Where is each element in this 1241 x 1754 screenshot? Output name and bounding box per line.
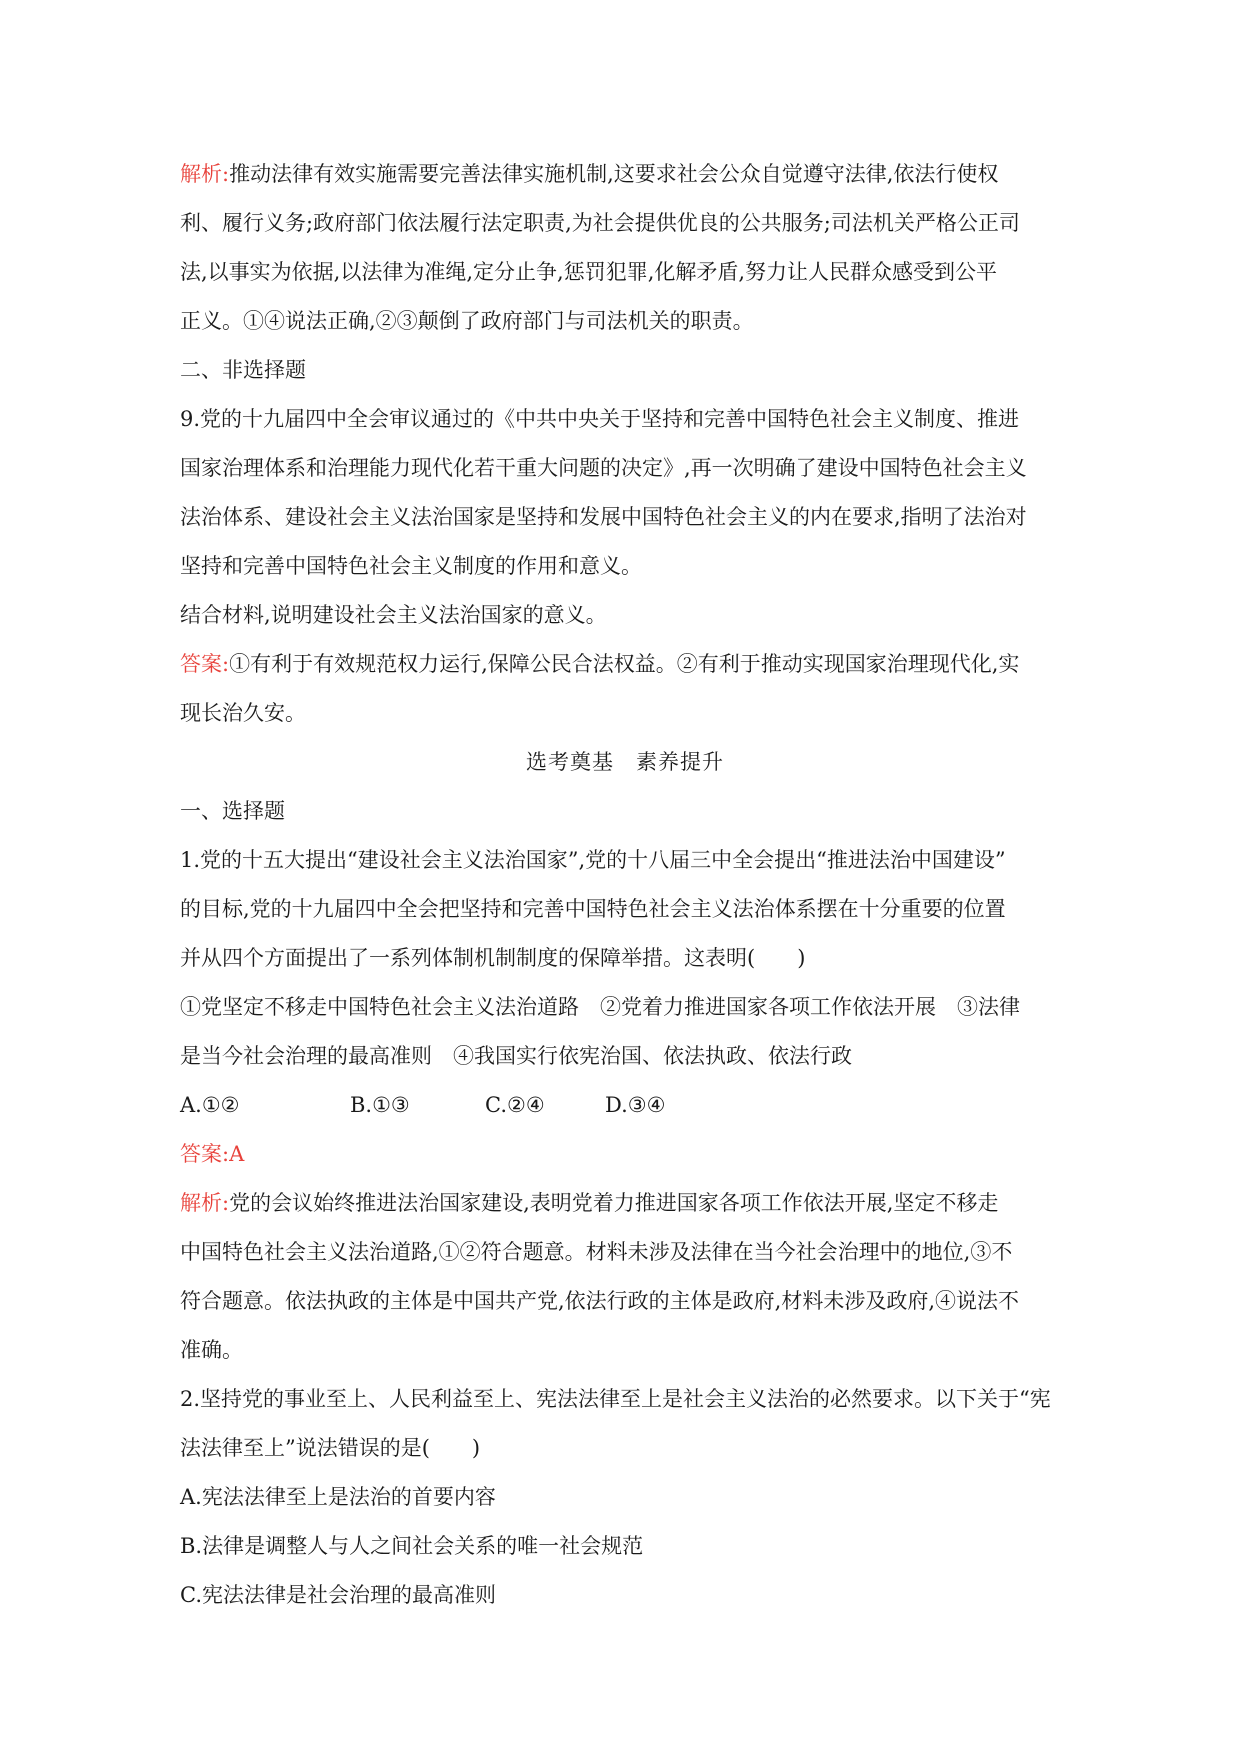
q1-answer xyxy=(180,1130,1070,1179)
answer-value: A xyxy=(229,1142,245,1166)
q9-prompt: 结合材料,说明建设社会主义法治国家的意义。 xyxy=(180,603,607,627)
q2-option-b: B.法律是调整人与人之间社会关系的唯一社会规范 xyxy=(180,1534,644,1558)
heading-non-choice: 二、非选择题 xyxy=(180,358,306,382)
option-b: B.①③ xyxy=(350,1093,410,1117)
answer-label: 答案: xyxy=(180,652,230,676)
q1-line: 1.党的十五大提出“建设社会主义法治国家”,党的十八届三中全会提出“推进法治中国建设” xyxy=(180,848,1006,872)
document-page xyxy=(180,150,1070,1620)
analysis-line: 利、履行义务;政府部门依法履行法定职责,为社会提供优良的公共服务;司法机关严格公正司 xyxy=(180,211,1020,235)
analysis-line: 党的会议始终推进法治国家建设,表明党着力推进国家各项工作依法开展,坚定不移走 xyxy=(229,1191,999,1215)
analysis-line: 符合题意。依法执政的主体是中国共产党,依法行政的主体是政府,材料未涉及政府,④说法不 xyxy=(180,1289,1020,1313)
q1-analysis xyxy=(180,1179,1070,1228)
analysis-line: 中国特色社会主义法治道路,①②符合题意。材料未涉及法律在当今社会治理中的地位,③不 xyxy=(180,1240,1013,1264)
analysis-label: 解析: xyxy=(180,162,230,186)
section-title: 选考奠基 素养提升 xyxy=(526,750,724,774)
answer-label: 答案: xyxy=(180,1142,230,1166)
q1-line: 并从四个方面提出了一系列体制机制制度的保障举措。这表明( ) xyxy=(180,946,806,970)
analysis-paragraph xyxy=(180,150,1070,199)
q9-line: 坚持和完善中国特色社会主义制度的作用和意义。 xyxy=(180,554,642,578)
answer-line: ①有利于有效规范权力运行,保障公民合法权益。②有利于推动实现国家治理现代化,实 xyxy=(229,652,1020,676)
analysis-label: 解析: xyxy=(180,1191,230,1215)
q2-line: 法法律至上”说法错误的是( ) xyxy=(180,1436,481,1460)
analysis-line: 推动法律有效实施需要完善法律实施机制,这要求社会公众自觉遵守法律,依法行使权 xyxy=(229,162,999,186)
q2-line: 2.坚持党的事业至上、人民利益至上、宪法法律至上是社会主义法治的必然要求。以下关于“宪 xyxy=(180,1387,1051,1411)
option-a: A.①② xyxy=(180,1093,240,1117)
q9-line: 国家治理体系和治理能力现代化若干重大问题的决定》,再一次明确了建设中国特色社会主义 xyxy=(180,456,1027,480)
q2-option-c: C.宪法法律是社会治理的最高准则 xyxy=(180,1583,496,1607)
q2-option-a: A.宪法法律至上是法治的首要内容 xyxy=(180,1485,496,1509)
q1-statement: 是当今社会治理的最高准则 ④我国实行依宪治国、依法执政、依法行政 xyxy=(180,1044,852,1068)
answer-line: 现长治久安。 xyxy=(180,701,306,725)
q1-statement: ①党坚定不移走中国特色社会主义法治道路 ②党着力推进国家各项工作依法开展 ③法律 xyxy=(180,995,1020,1019)
analysis-line: 法,以事实为依据,以法律为准绳,定分止争,惩罚犯罪,化解矛盾,努力让人民群众感受到公平 xyxy=(180,260,998,284)
q1-line: 的目标,党的十九届四中全会把坚持和完善中国特色社会主义法治体系摆在十分重要的位置 xyxy=(180,897,1006,921)
q9-answer xyxy=(180,640,1070,689)
analysis-line: 正义。①④说法正确,②③颠倒了政府部门与司法机关的职责。 xyxy=(180,309,754,333)
analysis-line: 准确。 xyxy=(180,1338,243,1362)
q1-options xyxy=(180,1081,1070,1130)
heading-choice: 一、选择题 xyxy=(180,799,285,823)
q9-line: 9.党的十九届四中全会审议通过的《中共中央关于坚持和完善中国特色社会主义制度、推进 xyxy=(180,407,1020,431)
option-d: D.③④ xyxy=(605,1093,666,1117)
option-c: C.②④ xyxy=(485,1093,545,1117)
q9-line: 法治体系、建设社会主义法治国家是坚持和发展中国特色社会主义的内在要求,指明了法治对 xyxy=(180,505,1027,529)
